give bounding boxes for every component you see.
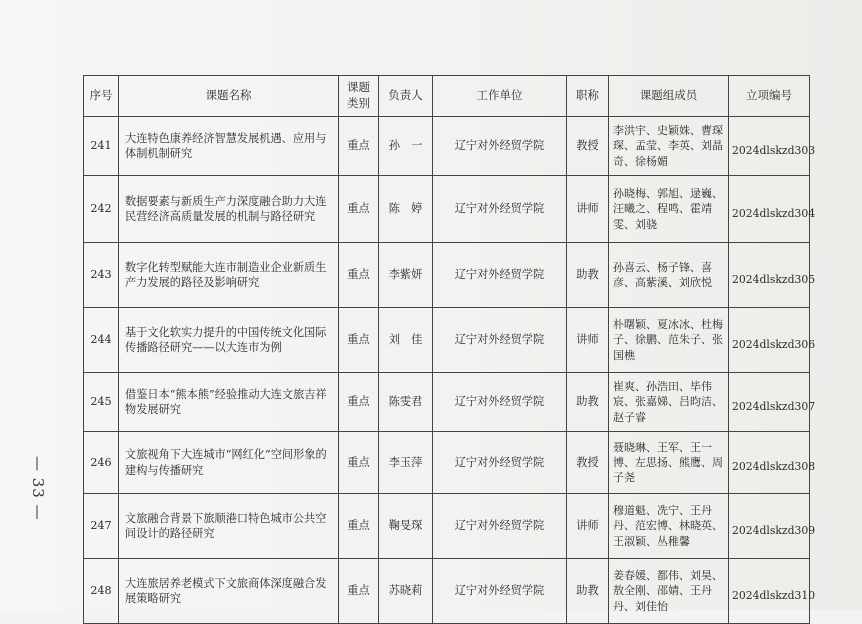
cell-code: 2024dlskzd303 — [729, 117, 810, 176]
cell-seq: 242 — [84, 176, 119, 243]
cell-title: 大连旅居养老模式下文旅商体深度融合发展策略研究 — [119, 559, 339, 624]
table-header-row — [84, 76, 810, 117]
cell-members: 孙喜云、杨子锋、喜彦、高紫溪、刘欣悦 — [609, 243, 729, 308]
cell-members: 李洪宇、史颖姝、曹琛琛、孟莹、李英、刘晶奇、徐杨媚 — [609, 117, 729, 176]
table-row — [84, 432, 810, 494]
cell-code: 2024dlskzd306 — [729, 308, 810, 373]
cell-leader: 陈雯君 — [379, 373, 433, 432]
table-row — [84, 243, 810, 308]
cell-leader: 刘 佳 — [379, 308, 433, 373]
cell-members: 朴曙颖、夏冰冰、杜梅子、徐鹏、范朱子、张国樵 — [609, 308, 729, 373]
cell-unit: 辽宁对外经贸学院 — [433, 432, 567, 494]
header-members: 课题组成员 — [609, 76, 729, 117]
cell-title: 基于文化软实力提升的中国传统文化国际传播路径研究——以大连市为例 — [119, 308, 339, 373]
cell-code: 2024dlskzd304 — [729, 176, 810, 243]
cell-title: 借鉴日本“熊本熊”经验推动大连文旅吉祥物发展研究 — [119, 373, 339, 432]
cell-members: 崔爽、孙浩田、毕伟宸、张嘉娣、吕昀洁、赵子睿 — [609, 373, 729, 432]
cell-title: 数字化转型赋能大连市制造业企业新质生产力发展的路径及影响研究 — [119, 243, 339, 308]
cell-members: 穆道魁、冼宁、王丹丹、范宏博、林晓英、王淑颖、丛稚馨 — [609, 494, 729, 559]
cell-category: 重点 — [339, 308, 379, 373]
cell-unit: 辽宁对外经贸学院 — [433, 308, 567, 373]
cell-title: 文旅视角下大连城市“网红化”空间形象的建构与传播研究 — [119, 432, 339, 494]
cell-position: 讲师 — [567, 176, 609, 243]
table-row — [84, 494, 810, 559]
table-row — [84, 176, 810, 243]
cell-title: 大连特色康养经济智慧发展机遇、应用与体制机制研究 — [119, 117, 339, 176]
cell-leader: 鞠旻琛 — [379, 494, 433, 559]
table-row — [84, 559, 810, 624]
cell-code: 2024dlskzd308 — [729, 432, 810, 494]
cell-members: 孙晓梅、郭旭、逯巍、汪曦之、程鸣、霍靖雯、刘骁 — [609, 176, 729, 243]
cell-leader: 苏晓莉 — [379, 559, 433, 624]
cell-seq: 243 — [84, 243, 119, 308]
cell-unit: 辽宁对外经贸学院 — [433, 494, 567, 559]
cell-unit: 辽宁对外经贸学院 — [433, 373, 567, 432]
cell-seq: 247 — [84, 494, 119, 559]
cell-unit: 辽宁对外经贸学院 — [433, 559, 567, 624]
cell-seq: 246 — [84, 432, 119, 494]
cell-position: 讲师 — [567, 494, 609, 559]
project-table — [83, 75, 816, 624]
cell-seq: 248 — [84, 559, 119, 624]
cell-category: 重点 — [339, 117, 379, 176]
cell-seq: 244 — [84, 308, 119, 373]
cell-position: 助教 — [567, 559, 609, 624]
cell-seq: 241 — [84, 117, 119, 176]
header-title: 课题名称 — [119, 76, 339, 117]
header-unit: 工作单位 — [433, 76, 567, 117]
cell-category: 重点 — [339, 243, 379, 308]
header-seq: 序号 — [84, 76, 119, 117]
cell-code: 2024dlskzd307 — [729, 373, 810, 432]
header-leader: 负责人 — [379, 76, 433, 117]
cell-code: 2024dlskzd309 — [729, 494, 810, 559]
page-number: — 33 — — [29, 456, 47, 521]
cell-position: 教授 — [567, 432, 609, 494]
cell-category: 重点 — [339, 176, 379, 243]
cell-category: 重点 — [339, 373, 379, 432]
header-category: 课题类别 — [339, 76, 379, 117]
cell-category: 重点 — [339, 494, 379, 559]
header-position: 职称 — [567, 76, 609, 117]
table-row — [84, 117, 810, 176]
header-code: 立项编号 — [729, 76, 810, 117]
table-row — [84, 308, 810, 373]
cell-position: 助教 — [567, 243, 609, 308]
cell-position: 教授 — [567, 117, 609, 176]
cell-title: 数据要素与新质生产力深度融合助力大连民营经济高质量发展的机制与路径研究 — [119, 176, 339, 243]
cell-unit: 辽宁对外经贸学院 — [433, 243, 567, 308]
cell-leader: 陈 婷 — [379, 176, 433, 243]
cell-members: 姜春媛、都伟、刘昊、敖全刚、邵婧、王丹丹、刘佳怡 — [609, 559, 729, 624]
cell-position: 讲师 — [567, 308, 609, 373]
cell-seq: 245 — [84, 373, 119, 432]
cell-code: 2024dlskzd310 — [729, 559, 810, 624]
cell-unit: 辽宁对外经贸学院 — [433, 176, 567, 243]
cell-leader: 李玉萍 — [379, 432, 433, 494]
cell-category: 重点 — [339, 432, 379, 494]
cell-position: 助教 — [567, 373, 609, 432]
cell-members: 聂晓琳、王军、王一博、左思扬、熊鹰、周子尧 — [609, 432, 729, 494]
cell-leader: 李紫妍 — [379, 243, 433, 308]
cell-category: 重点 — [339, 559, 379, 624]
cell-unit: 辽宁对外经贸学院 — [433, 117, 567, 176]
cell-leader: 孙 一 — [379, 117, 433, 176]
cell-code: 2024dlskzd305 — [729, 243, 810, 308]
table-row — [84, 373, 810, 432]
cell-title: 文旅融合背景下旅顺港口特色城市公共空间设计的路径研究 — [119, 494, 339, 559]
